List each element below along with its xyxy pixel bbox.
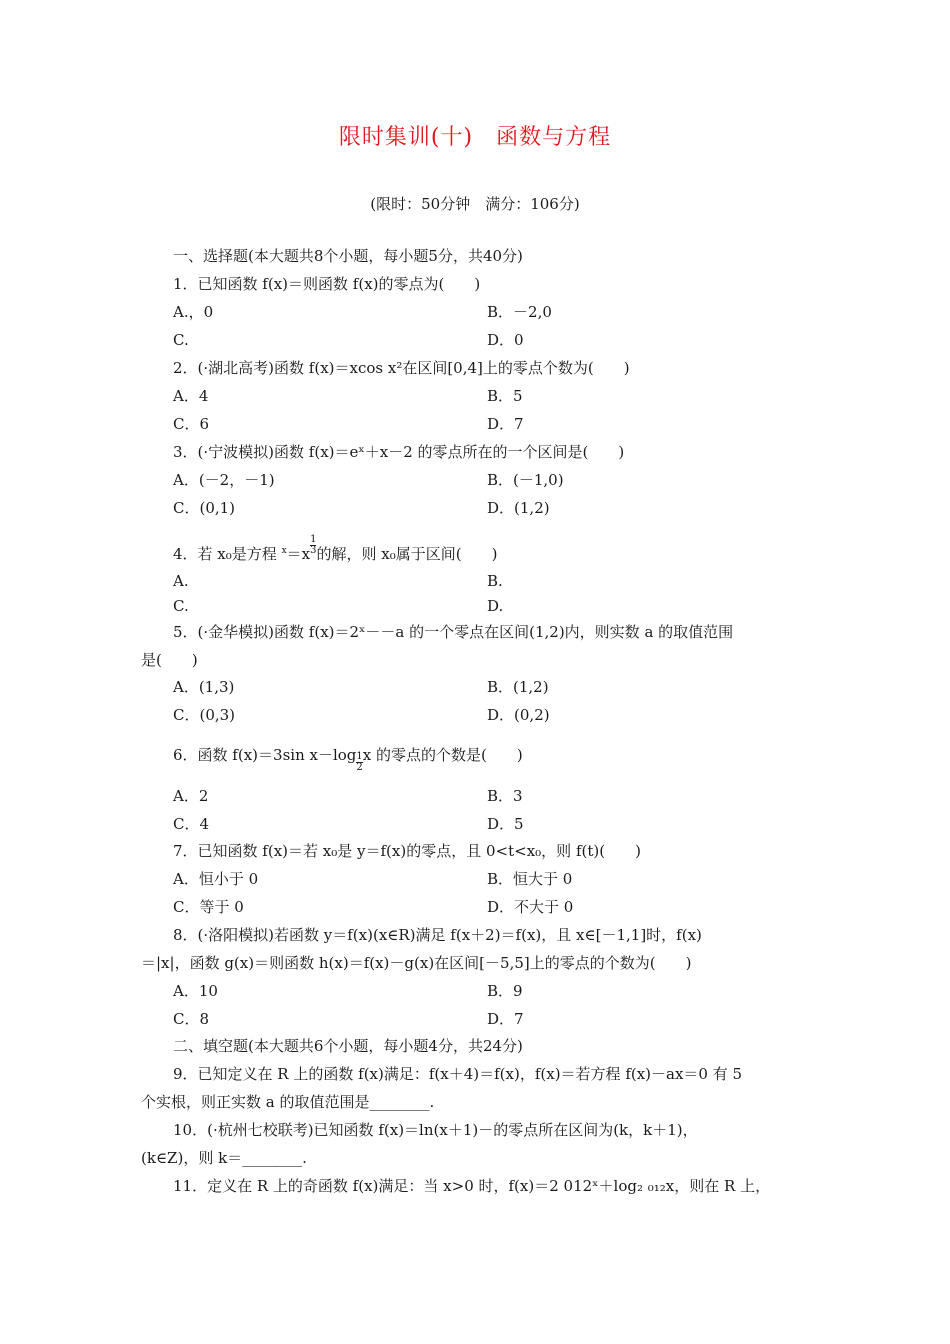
- question-4-option-a: A.: [173, 572, 189, 590]
- question-7-option-a: A．恒小于 0: [173, 870, 259, 888]
- question-2-option-a: A．4: [173, 387, 209, 405]
- question-1-stem: 1．已知函数 f(x)＝则函数 f(x)的零点为( ): [173, 275, 481, 293]
- question-4-option-c: C.: [173, 597, 189, 615]
- question-1-option-b: B．－2,0: [487, 303, 552, 321]
- question-6-stem: [173, 745, 523, 773]
- fraction-denominator: 3: [310, 545, 317, 556]
- question-8-stem-continued: ＝|x|，函数 g(x)＝则函数 h(x)＝f(x)－g(x)在区间[－5,5]上的零点的个数为( ): [141, 954, 692, 972]
- fraction-numerator: 1: [310, 534, 317, 545]
- question-3-option-c: C．(0,1): [173, 499, 236, 517]
- question-6-option-c: C．4: [173, 815, 210, 833]
- question-1-option-a: A.，0: [173, 303, 214, 321]
- section-heading-fill: 二、填空题(本大题共6个小题，每小题4分，共24分): [173, 1037, 523, 1055]
- question-5-option-c: C．(0,3): [173, 706, 236, 724]
- question-7-option-c: C．等于 0: [173, 898, 244, 916]
- question-4-stem-part: ＝x: [286, 545, 311, 563]
- question-8-option-c: C．8: [173, 1010, 210, 1028]
- question-1-option-c: C.: [173, 331, 189, 349]
- question-4-superscript: x: [281, 546, 287, 556]
- question-6-option-b: B．3: [487, 787, 523, 805]
- question-6-option-a: A．2: [173, 787, 209, 805]
- question-8-option-a: A．10: [173, 982, 218, 1000]
- question-5-stem-continued: 是( ): [141, 651, 198, 669]
- question-3-option-a: A．(－2，－1): [173, 471, 275, 489]
- fraction-numerator: 1: [356, 751, 363, 762]
- question-4-option-b: B.: [487, 572, 503, 590]
- question-3-option-b: B．(－1,0): [487, 471, 564, 489]
- question-5-option-d: D．(0,2): [487, 706, 550, 724]
- question-2-stem: 2．(·湖北高考)函数 f(x)＝xcos x²在区间[0,4]上的零点个数为( ): [173, 359, 630, 377]
- question-4-stem: [173, 535, 497, 564]
- question-6-option-d: D．5: [487, 815, 524, 833]
- question-2-option-b: B．5: [487, 387, 523, 405]
- question-9-stem: 9．已知定义在 R 上的函数 f(x)满足：f(x＋4)＝f(x)，f(x)＝若方程 f(x)－ax＝0 有 5: [173, 1065, 743, 1083]
- question-2-option-c: C．6: [173, 415, 210, 433]
- question-7-option-d: D．不大于 0: [487, 898, 574, 916]
- question-8-stem: 8．(·洛阳模拟)若函数 y＝f(x)(x∈R)满足 f(x＋2)＝f(x)，且 x∈[－1,1]时，f(x): [173, 926, 702, 944]
- section-heading-choice: 一、选择题(本大题共8个小题，每小题5分，共40分): [173, 247, 523, 265]
- question-11-stem: 11．定义在 R 上的奇函数 f(x)满足：当 x>0 时，f(x)＝2 012ˣ＋log₂ ₀₁₂x，则在 R 上，: [173, 1177, 771, 1195]
- question-4-stem-part: 的解，则 x₀属于区间( ): [316, 545, 498, 563]
- question-8-option-d: D．7: [487, 1010, 524, 1028]
- question-10-stem-continued: (k∈Z)，则 k＝________.: [141, 1149, 307, 1167]
- question-5-stem: 5．(·金华模拟)函数 f(x)＝2ˣ－－a 的一个零点在区间(1,2)内，则实数 a 的取值范围: [173, 623, 734, 641]
- question-3-option-d: D．(1,2): [487, 499, 550, 517]
- question-3-stem: 3．(·宁波模拟)函数 f(x)＝eˣ＋x－2 的零点所在的一个区间是( ): [173, 443, 625, 461]
- question-10-stem: 10．(·杭州七校联考)已知函数 f(x)＝ln(x＋1)－的零点所在区间为(k，k＋1)，: [173, 1121, 698, 1139]
- question-4-option-d: D.: [487, 597, 504, 615]
- question-6-stem-part: 6．函数 f(x)＝3sin x－log: [173, 746, 357, 764]
- question-7-stem: 7．已知函数 f(x)＝若 x₀是 y＝f(x)的零点，且 0<t<x₀，则 f(t)( ): [173, 842, 641, 860]
- question-6-stem-part: x 的零点的个数是( ): [362, 746, 523, 764]
- question-1-option-d: D．0: [487, 331, 524, 349]
- question-8-option-b: B．9: [487, 982, 523, 1000]
- question-2-option-d: D．7: [487, 415, 524, 433]
- page-title: 限时集训(十) 函数与方程: [338, 125, 612, 150]
- fraction-denominator: 2: [356, 762, 363, 773]
- question-5-option-a: A．(1,3): [173, 678, 235, 696]
- page-subtitle: (限时：50分钟 满分：106分): [370, 195, 580, 213]
- question-9-stem-continued: 个实根，则正实数 a 的取值范围是________.: [141, 1093, 435, 1111]
- question-5-option-b: B．(1,2): [487, 678, 549, 696]
- question-4-stem-part: 4．若 x₀是方程: [173, 545, 282, 563]
- question-7-option-b: B．恒大于 0: [487, 870, 573, 888]
